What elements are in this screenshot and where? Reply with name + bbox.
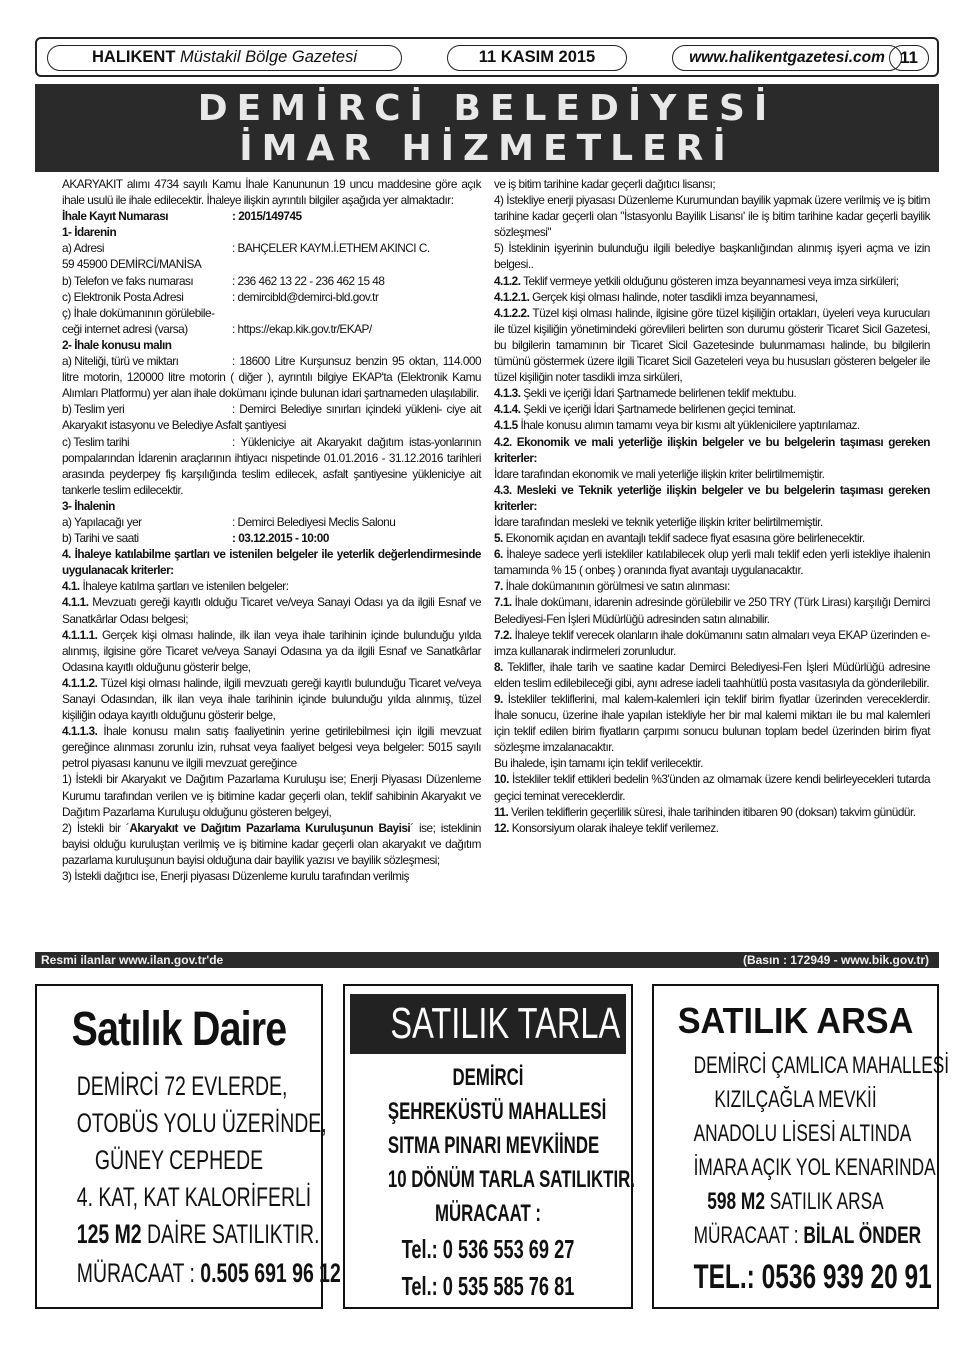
ad-apartment-line-4: 4. KAT, KAT KALORİFERLİ: [76, 1182, 312, 1212]
ad-land-line-5: [694, 1188, 898, 1216]
address-label: a) Adresi: [62, 241, 105, 256]
doc-url-row: [62, 321, 481, 337]
item-4-dealer-license: 4) İstekliye enerji piyasası Düzenleme Kurumundan bayilik yapmak üzere verilmiş ve iş bitim tarihine kadar geçerli olan "İstasyonlu Bayilik Lisansı' ile iş bitim tarihine kadar geçerli bayilik sözleşmesi": [494, 193, 930, 240]
clause-4-1-1-3-item-2: [62, 820, 481, 868]
address-row: [62, 240, 481, 256]
clause-4-1-1-1: 4.1.1.1. Gerçek kişi olması halinde, ilk ilan veya ihale tarihinin içinde bulunduğu yılda alınmış, ilgisine göre Ticaret ve/veya Sanayi Odasına ya da ilgili Esnaf ve Sanatkârlar Odasına kayıtlı olduğunu gösterir belge,: [62, 627, 481, 674]
clause-12: 12. Konsorsiyum olarak ihaleye teklif verilemez.: [494, 820, 719, 835]
phone-row: [62, 273, 481, 289]
tender-place-row: [62, 514, 481, 530]
ad-apartment-phone[interactable]: 0.505 691 96 12: [200, 1258, 341, 1288]
section-2-title-text: 2- İhale konusu malın: [62, 337, 172, 352]
delivery-date-value: : Yükleniciye ait Akaryakıt dağıtım istas-: [232, 434, 435, 449]
clause-4-1-1-3-item-3: 3) İstekli dağıtıcı ise, Enerji piyasası Düzenleme kurulu tarafından verilmiş: [62, 869, 410, 884]
clause-4-2-title: [494, 434, 930, 466]
delivery-place-value: : Demirci Belediye sınırları içindeki yükleni-: [232, 402, 442, 417]
clause-4-1-3-text: Şekli ve içeriği İdari Şartnamede belirlenen teklif mektubu.: [523, 386, 797, 401]
goods-continued: 114.000 litre motorin, 120000 litre motorin ( diğer ), ayrıntılı bilgiye EKAP'ta (Elektronik Kamu Alımları Platformu) yer alan ihale dokümanı içinde bulunan idari şartnameden ulaşılabilir.: [62, 354, 482, 401]
ad-apartment-line-1: DEMİRCİ 72 EVLERDE,: [76, 1071, 288, 1101]
delivery-date-row: [62, 434, 481, 498]
clause-4-1-text: İhaleye katılma şartları ve istenilen belgeler:: [82, 579, 289, 594]
ad-field-line-2: ŞEHREKÜSTÜ MAHALLESİ: [387, 1098, 607, 1125]
clause-8-text: Teklifler, ihale tarih ve saatine kadar Demirci Belediyesi-Fen İşleri Müdürlüğü adresine elden teslim edilebileceği gibi, aynı adrese iadeli taahhütlü posta vasıtasıyla da gönderilebilir.: [494, 659, 930, 690]
clause-5: 5. Ekonomik açıdan en avantajlı teklif sadece fiyat esasına göre belirlenecektir.: [494, 531, 865, 546]
ad-field-title: [350, 994, 626, 1054]
clause-4-2-title-text: 4.2. Ekonomik ve mali yeterliğe ilişkin belgeler ve bu belgelerin taşıması gereken kriterler:: [494, 434, 930, 465]
section-3-title: [62, 498, 481, 514]
ad-land-line-1: DEMİRCİ ÇAMLICA MAHALLESİ: [693, 1052, 950, 1079]
clause-4-1-4: 4.1.4. Şekli ve içeriği İdari Şartnamede belirlenen geçici teminat.: [494, 402, 796, 417]
section-4-title: [62, 546, 481, 578]
clause-4-1-2-text: Teklif vermeye yetkili olduğunu gösteren imza beyannamesi veya imza sirküleri;: [523, 273, 899, 288]
ad-apartment-sale-text: DAİRE SATILIKTIR.: [141, 1219, 320, 1249]
clause-4-1-1-3: 4.1.1.3. İhale konusu malın satış faaliyetinin yerine getirilebilmesi için ilgili mevzuat gereğince alınması zorunlu izin, ruhsat veya faaliyet belgesi veya belgeler: 5015 sayılı petrol piyasası kanunu ve ilgili mevzuat gereğince: [62, 724, 481, 771]
address-value: : BAHÇELER KAYM.İ.ETHEM AKINCI C.: [232, 241, 430, 256]
clause-4-3-title-text: 4.3. Mesleki ve Teknik yeterliğe ilişkin belgeler ve bu belgelerin taşıması gereken kriterler:: [494, 482, 930, 513]
ad-apartment-contact: [76, 1258, 341, 1289]
clause-11-text: Verilen tekliflerin geçerlilik süresi, ihale tarihinden itibaren 90 (doksan) takvim günüdür.: [511, 804, 916, 819]
ad-land-line-2: KIZILÇAĞLA MEVKİİ: [714, 1086, 877, 1113]
clause-4-1-1-2: 4.1.1.2. Tüzel kişi olması halinde, ilgili mevzuatı gereği kayıtlı bulunduğu Ticaret ve/veya Sanayi Odasından, ilk ilan veya ihale tarihinin içinde bulunduğu yılda alınmış, tüzel kişiliğin odaya kayıtlı olduğunu gösterir belge,: [62, 675, 481, 723]
clause-9-note: Bu ihalede, işin tamamı için teklif verilecektir.: [494, 756, 703, 771]
press-code: (Basın : 172949 - www.bik.gov.tr): [742, 953, 929, 967]
website-link[interactable]: www.halikentgazetesi.com: [672, 45, 902, 71]
ad-land-area: 598 M2: [707, 1188, 765, 1215]
clause-4-1-1-text: Mevzuatı gereği kayıtlı olduğu Ticaret ve/veya Sanayi Odası ya da ilgili Esnaf ve Sanatkârlar Odası belgesi;: [62, 595, 481, 626]
ad-field-contact-label: MÜRACAAT :: [434, 1200, 542, 1227]
clause-4-1-5: 4.1.5 İhale konusu alımın tamamı veya bir kısmı alt yüklenicilere yaptırılamaz.: [494, 418, 860, 433]
ad-apartment-for-sale: [35, 984, 341, 1309]
doc-url-value: : https://ekap.kik.gov.tr/EKAP/: [232, 321, 372, 336]
ad-land-sale-text: SATILIK ARSA: [764, 1188, 884, 1215]
clause-11: 11. Verilen tekliflerin geçerlilik süresi, ihale tarihinden itibaren 90 (doksan) takvim günüdür.: [494, 804, 916, 819]
clause-4-1-5-text: İhale konusu alımın tamamı veya bir kısmı alt yüklenicilere yaptırılamaz.: [520, 418, 860, 433]
kayit-label: İhale Kayıt Numarası: [62, 209, 169, 224]
newspaper-name-bold: HALIKENT: [91, 48, 176, 66]
section-3-title-text: 3- İhalenin: [62, 498, 115, 513]
clause-7-1-text: İhale dokümanı, idarenin adresinde görülebilir ve 250 TRY (Türk Lirası) karşılığı Demirci Belediyesi-Fen İşleri Müdürlüğü adresinden satın alınabilir.: [494, 595, 930, 626]
clause-4-1-2-1: 4.1.2.1. Gerçek kişi olması halinde, noter tasdikli imza beyannamesi,: [494, 289, 818, 304]
clause-6-text: İhaleye sadece yerli istekliler katılabilecek olup yerli malı teklif eden yerli istekliye ihalenin tamamında % 15 ( onbeş ) oranında fiyat avantajı uygulanacaktır.: [494, 547, 930, 578]
ad-apartment-line-5: [76, 1219, 320, 1250]
delivery-date-label: c) Teslim tarihi: [62, 434, 130, 449]
delivery-place-continued: ciye ait Akaryakıt istasyonu ve Belediye Asfalt şantiyesi: [62, 402, 482, 433]
clause-4-1: 4.1. İhaleye katılma şartları ve istenilen belgeler:: [62, 579, 289, 594]
section-1-title: [62, 224, 481, 240]
tender-time-value: : 03.12.2015 - 10:00: [232, 531, 329, 546]
clause-5-text: Ekonomik açıdan en avantajlı teklif sadece fiyat esasına göre belirlenecektir.: [505, 531, 865, 546]
license-cont: ve iş bitim tarihine kadar geçerli dağıtıcı lisansı;: [494, 177, 716, 191]
email-row: [62, 289, 481, 305]
clause-7-2: 7.2. İhaleye teklif verecek olanların ihale dokümanını satın almaları veya EKAP üzerinden e-imza kullanarak indirmeleri zorunludur.: [494, 627, 930, 658]
headline-line-1: DEMİRCİ BELEDİYESİ: [197, 88, 777, 129]
ad-land-title: SATILIK ARSA: [677, 1000, 914, 1041]
ad-land-plot-for-sale: [652, 984, 950, 1309]
delivery-place-row: [62, 401, 481, 433]
email-label: c) Elektronik Posta Adresi: [62, 289, 184, 304]
item-2-rest: ´ ise; isteklinin bayisi olduğu kuruluştan verilmiş ve iş bitimine kadar geçerli olan akaryakıt ve dağıtım pazarlama kuruluşunun bayisi olduğuna dair bayilik yazısı ve bayilik sözleşmesi;: [62, 820, 481, 867]
ad-apartment-line-2: OTOBÜS YOLU ÜZERİNDE,: [76, 1108, 327, 1138]
goods-row: [62, 353, 481, 401]
ad-land-phone[interactable]: TEL.: 0536 939 20 91: [693, 1258, 932, 1296]
phone-value: : 236 462 13 22 - 236 462 15 48: [232, 273, 385, 288]
clause-6: 6. İhaleye sadece yerli istekliler katılabilecek olup yerli malı teklif eden yerli istekliye ihalenin tamamında % 15 ( onbeş ) oranında fiyat avantajı uygulanacaktır.: [494, 547, 930, 578]
headline-line-2: İMAR HİZMETLERİ: [239, 128, 735, 169]
issue-date: 11 KASIM 2015: [447, 45, 627, 71]
ad-land-line-4: İMARA AÇIK YOL KENARINDA: [693, 1154, 936, 1181]
newspaper-name: [47, 45, 402, 71]
clause-4-3-title: [494, 482, 930, 514]
doc-url-label-1: ç) İhale dokümanının görülebile-: [62, 305, 215, 320]
clause-4-1-1-3-text: İhale konusu malın satış faaliyetinin yerine getirilebilmesi için ilgili mevzuat gereğince alınması zorunlu izin, ruhsat veya faaliyet belgesi veya belgeler: 5015 sayılı petrol piyasası kanunu ve ilgili mevzuat gereğince: [62, 724, 481, 771]
doc-url-label-2: ceği internet adresi (varsa): [62, 321, 188, 336]
phone-label: b) Telefon ve faks numarası: [62, 273, 194, 288]
clause-12-text: Konsorsiyum olarak ihaleye teklif verilemez.: [511, 820, 719, 835]
clause-4-1-1: 4.1.1. Mevzuatı gereği kayıtlı olduğu Ticaret ve/veya Sanayi Odası ya da ilgili Esnaf ve Sanatkârlar Odası belgesi;: [62, 595, 481, 626]
ad-land-contact-name: BİLAL ÖNDER: [803, 1222, 922, 1249]
headline-banner: [35, 84, 939, 172]
clause-4-1-2-2-text: Tüzel kişi olması halinde, ilgisine göre tüzel kişiliğin ortakları, üyeleri veya kurucuları ile tüzel kişiliğin yönetimindeki görevlileri belirten son durumu gösterir Ticaret Sicil Gazetesi, bu bilgilerin tamamının bir Ticaret Sicil Gazetesinde bulunmaması halinde, bu bilgilerin tümünü göstermek üzere ilgili Ticaret Sicil Gazeteleri veya bu hususları gösteren belgeler ile tüzel kişiliğin noter tasdikli imza sirküleri,: [494, 305, 930, 385]
ad-field-line-3: SITMA PINARI MEVKİİNDE: [387, 1132, 600, 1159]
ad-land-contact-label: MÜRACAAT :: [693, 1222, 804, 1249]
delivery-date-continued: yonlarının pompalarından İdarenin araçlarının ihtiyacı nispetinde 01.01.2016 - 31.12.2016 tarihleri arasında peyderpey fiş karşılığında teslim edilecek, asfalt şantiyesine yükleniciye ait tankerle teslim edilecektir.: [62, 434, 481, 497]
clause-7: 7. İhale dokümanının görülmesi ve satın alınması:: [494, 579, 730, 594]
official-ads-link[interactable]: Resmi ilanlar www.ilan.gov.tr'de: [41, 953, 224, 967]
email-value: : demircibld@demirci-bld.gov.tr: [232, 289, 379, 304]
item-2-bold: Akaryakıt ve Dağıtım Pazarlama Kuruluşunun Bayisi: [129, 820, 411, 835]
clause-9-text: İstekliler tekliflerini, mal kalem-kalemleri için teklif birim fiyatlar üzerinden vereceklerdir. İhale sonucu, üzerine ihale yapılan istekliyle her bir mal kalemi miktarı ile bu mal kalemleri için teklif edilen birim fiyatların çarpımı sonucu bulunan toplam bedel üzerinden birim fiyat sözleşme imzalanacaktır.: [494, 692, 931, 755]
section-2-title: [62, 337, 481, 353]
delivery-place-label: b) Teslim yeri: [62, 402, 125, 417]
newspaper-name-subtitle: Müstakil Bölge Gazetesi: [180, 48, 357, 66]
ad-land-contact: [693, 1222, 922, 1250]
clause-4-2-text: İdare tarafından ekonomik ve mali yeterliğe ilişkin kriter belirtilmemiştir.: [494, 466, 825, 481]
intro-paragraph: AKARYAKIT alımı 4734 sayılı Kamu İhale Kanununun 19 uncu maddesine göre açık ihale usulü ile ihale edilecektir. İhaleye ilişkin ayrıntılı bilgiler aşağıda yer almaktadır:: [62, 177, 481, 208]
ad-land-line-3: ANADOLU LİSESİ ALTINDA: [693, 1120, 912, 1147]
clause-4-1-1-3-item-1: 1) İstekli bir Akaryakıt ve Dağıtım Pazarlama Kuruluşu ise; Enerji Piyasası Düzenleme Kurumu tarafından verilen ve iş bitimine kadar geçerli olan, teklif sahibinin Akaryakıt ve Dağıtım Pazarlama Kuruluşu olduğunu gösteren belgeyi,: [62, 772, 481, 819]
tender-time-label: b) Tarihi ve saati: [62, 531, 139, 546]
ad-field-line-1: DEMİRCİ: [452, 1064, 524, 1091]
address-continued: 59 45900 DEMİRCİ/MANİSA: [62, 257, 202, 272]
clause-7-2-text: İhaleye teklif verecek olanların ihale dokümanını satın almaları veya EKAP üzerinden e-imza kullanarak indirmeleri zorunludur.: [494, 627, 930, 658]
clause-7-text: İhale dokümanının görülmesi ve satın alınması:: [505, 579, 730, 594]
clause-4-1-2-1-text: Gerçek kişi olması halinde, noter tasdikli imza beyannamesi,: [532, 289, 818, 304]
clause-4-1-3: 4.1.3. Şekli ve içeriği İdari Şartnamede belirlenen teklif mektubu.: [494, 386, 797, 401]
page-number: 11: [889, 45, 929, 71]
ad-apartment-area: 125 M2: [76, 1219, 142, 1249]
ad-apartment-contact-label: MÜRACAAT :: [76, 1258, 201, 1288]
clause-4-3-text: İdare tarafından mesleki ve teknik yeterliğe ilişkin kriter belirtilmemiştir.: [494, 514, 823, 529]
section-4-title-text: 4. İhaleye katılabilme şartları ve istenilen belgeler ile yeterlik değerlendirmesinde uygulanacak kriterler:: [62, 547, 481, 578]
ad-field-title-text: SATILIK TARLA: [390, 999, 621, 1048]
tender-notice-right-column: [494, 176, 930, 836]
legal-notice-footer: [35, 952, 939, 968]
clause-7-1: 7.1. İhale dokümanı, idarenin adresinde görülebilir ve 250 TRY (Türk Lirası) karşılığı Demirci Belediyesi-Fen İşleri Müdürlüğü adresinden satın alınabilir.: [494, 595, 930, 626]
goods-label: a) Niteliği, türü ve miktarı: [62, 354, 179, 369]
ad-apartment-line-3: GÜNEY CEPHEDE: [94, 1145, 264, 1175]
ad-field-phone-1[interactable]: Tel.: 0 536 553 69 27: [401, 1234, 575, 1264]
ad-field-line-4: 10 DÖNÜM TARLA SATILIKTIR.: [387, 1166, 635, 1193]
clause-4-1-2: 4.1.2. Teklif vermeye yetkili olduğunu gösteren imza beyannamesi veya imza sirküleri;: [494, 273, 899, 288]
page-header: [35, 37, 939, 77]
goods-value: : 18600 Litre Kurşunsuz benzin 95 oktan,: [232, 354, 439, 369]
item-5-workplace-permit: 5) İsteklinin işyerinin bulunduğu ilgili belediye başkanlığından alınmış işyeri açma ve izin belgesi..: [494, 241, 930, 272]
clause-8: 8. Teklifler, ihale tarih ve saatine kadar Demirci Belediyesi-Fen İşleri Müdürlüğü adresine elden teslim edilebileceği gibi, aynı adrese iadeli taahhütlü posta vasıtasıyla da gönderilebilir.: [494, 659, 930, 690]
ad-field-phone-2[interactable]: Tel.: 0 535 585 76 81: [401, 1271, 575, 1301]
kayit-row: [62, 208, 481, 224]
clause-4-1-1-2-text: Tüzel kişi olması halinde, ilgili mevzuatı gereği kayıtlı bulunduğu Ticaret ve/veya Sanayi Odasından, ilk ilan veya ihale tarihinin içinde bulunduğu yılda alınmış, tüzel kişiliğin odaya kayıtlı olduğunu gösterir belge,: [62, 675, 481, 723]
kayit-value: : 2015/149745: [232, 209, 302, 224]
section-1-title-text: 1- İdarenin: [62, 225, 117, 240]
clause-4-1-2-2: 4.1.2.2. Tüzel kişi olması halinde, ilgisine göre tüzel kişiliğin ortakları, üyeleri veya kurucuları ile tüzel kişiliğin yönetimindeki görevlileri belirten son durumu gösterir Ticaret Sicil Gazetesi, bu bilgilerin tamamının bir Ticaret Sicil Gazetesinde bulunmaması halinde, bu bilgilerin tümünü göstermek üzere ilgili Ticaret Sicil Gazeteleri veya bu hususları gösteren belgeler ile tüzel kişiliğin noter tasdikli imza sirküleri,: [494, 305, 930, 385]
clause-9: 9. İstekliler tekliflerini, mal kalem-kalemleri için teklif birim fiyatlar üzerinden vereceklerdir. İhale sonucu, üzerine ihale yapılan istekliyle her bir mal kalemi miktarı ile bu mal kalemleri için teklif edilen birim fiyatların çarpımı sonucu bulunan toplam bedel üzerinden birim fiyat sözleşme imzalanacaktır.: [494, 692, 931, 755]
tender-time-row: [62, 530, 481, 546]
tender-place-value: : Demirci Belediyesi Meclis Salonu: [232, 514, 396, 529]
clause-10: 10. İstekliler teklif ettikleri bedelin %3'ünden az olmamak üzere kendi belirleyecekleri tutarda geçici teminat vereceklerdir.: [494, 772, 931, 803]
ad-field-for-sale: [343, 984, 633, 1309]
clause-10-text: İstekliler teklif ettikleri bedelin %3'ünden az olmamak üzere kendi belirleyecekleri tutarda geçici teminat vereceklerdir.: [494, 772, 931, 803]
clause-4-1-1-1-text: Gerçek kişi olması halinde, ilk ilan veya ihale tarihinin içinde bulunduğu yılda alınmış, ilgisine göre Ticaret ve/veya Sanayi Odasına ya da ilgili Esnaf ve Sanatkârlar Odasına kayıtlı olduğunu gösterir belge,: [62, 627, 481, 674]
item-2-prefix: 2) İstekli bir ´: [62, 820, 130, 835]
ad-apartment-title: Satılık Daire: [71, 1003, 287, 1056]
clause-4-1-4-text: Şekli ve içeriği İdari Şartnamede belirlenen geçici teminat.: [523, 402, 796, 417]
tender-place-label: a) Yapılacağı yer: [62, 514, 142, 529]
tender-notice-left-column: [62, 176, 481, 884]
